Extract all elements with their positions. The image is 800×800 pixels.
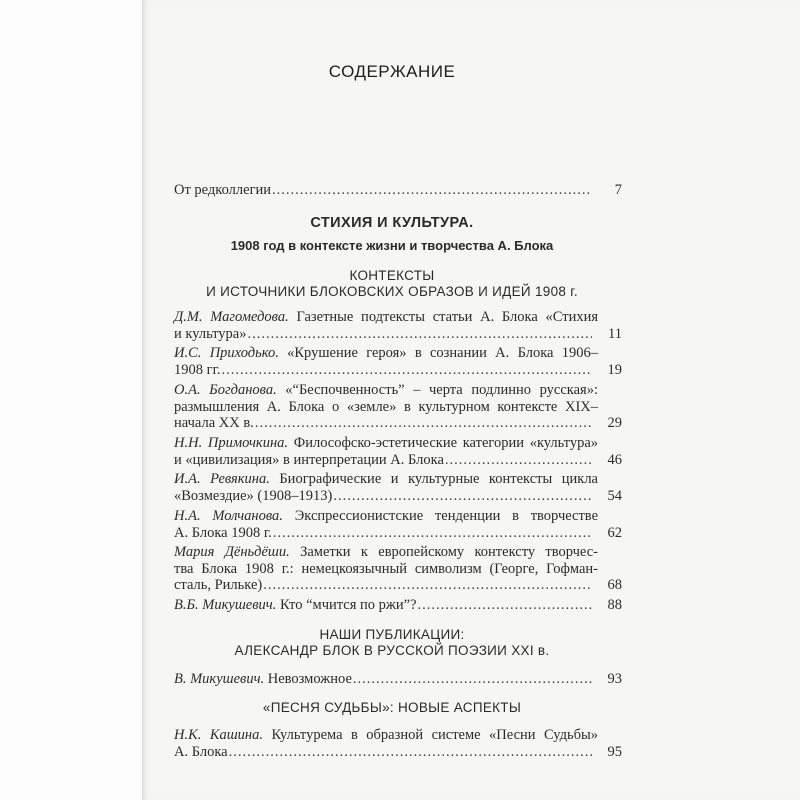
section-title: СТИХИЯ И КУЛЬТУРА. <box>310 215 474 231</box>
entry-title-line <box>174 382 598 399</box>
subsection-heading-publications-2: АЛЕКСАНДР БЛОК В РУССКОЙ ПОЭЗИИ XXI в. <box>234 643 550 658</box>
entry-title-text: Биографические и культурные контексты цикла <box>279 471 598 487</box>
entry-title-line <box>174 727 598 744</box>
entry-title-text: и культура» <box>174 325 247 342</box>
page-number: 88 <box>607 597 622 613</box>
entry-title-text: «“Беспочвенность” – черта подлинно русская»: <box>285 382 599 398</box>
entry-last-line <box>174 452 444 469</box>
toc-entry[interactable] <box>174 471 622 504</box>
entry-title-line <box>174 399 598 416</box>
entry-title-text: тва Блока 1908 г.: немецкоязычный символизм (Георге, Гофман- <box>174 560 598 577</box>
entry-title-text: А. Блока 1908 г. <box>174 524 272 541</box>
entry-last-line <box>174 362 221 379</box>
entry-title-text: и «цивилизация» в интерпретации А. Блока <box>174 451 444 468</box>
entry-last-line <box>174 525 272 542</box>
entry-title-line <box>174 345 598 362</box>
toc-entry-editorial[interactable] <box>174 182 622 199</box>
section-subtitle: 1908 год в контексте жизни и творчества А. Блока <box>230 238 554 253</box>
toc-entry[interactable] <box>174 345 622 378</box>
page-number: 29 <box>607 415 622 431</box>
dot-leader <box>229 744 592 761</box>
dot-leader <box>353 671 592 688</box>
toc-entry[interactable] <box>174 597 622 614</box>
subsection-heading-publications-1: НАШИ ПУБЛИКАЦИИ: <box>319 627 465 642</box>
toc-entry[interactable] <box>174 727 622 760</box>
entry-title-line <box>174 544 598 561</box>
entry-author: В.Б. Микушевич. <box>174 597 277 613</box>
entry-author: Н.А. Молчанова. <box>174 508 283 524</box>
entry-author: Д.М. Магомедова. <box>174 309 289 325</box>
toc-entry[interactable] <box>174 309 622 342</box>
entry-title-text: 1908 гг. <box>174 361 221 378</box>
page-number: 93 <box>607 671 622 687</box>
dot-leader <box>247 326 592 343</box>
subsection-heading-contexts-2: И ИСТОЧНИКИ БЛОКОВСКИХ ОБРАЗОВ И ИДЕЙ 1908 г. <box>206 284 578 299</box>
toc-entry[interactable] <box>174 671 622 688</box>
entry-last-line <box>174 577 262 594</box>
page-number: 95 <box>607 743 622 760</box>
entry-author: В. Микушевич. <box>174 671 265 687</box>
entry-author: И.А. Ревякина. <box>174 471 270 487</box>
page-number: 19 <box>607 361 622 378</box>
toc-entry[interactable] <box>174 382 622 432</box>
entry-last-line <box>174 488 332 505</box>
page-number: 46 <box>607 451 622 468</box>
toc-entry[interactable] <box>174 544 622 594</box>
entry-title-text: Экспрессионистские тенденции в творчестве <box>294 508 599 524</box>
entry-title-text: Заметки к европейскому контексту творчес- <box>300 544 598 560</box>
dot-leader <box>273 525 592 542</box>
page-number: 62 <box>607 524 622 541</box>
entry-title-text: Кто “мчится по ржи”? <box>279 597 417 613</box>
entry-title-line <box>174 309 598 326</box>
entry-title-text: сталь, Рильке) <box>174 577 263 593</box>
entry-title-line <box>174 561 598 578</box>
entry-last-line <box>174 671 352 688</box>
entry-title-text: Газетные подтексты статьи А. Блока «Стихия <box>296 309 599 325</box>
subsection-heading-contexts-1: КОНТЕКСТЫ <box>349 268 435 283</box>
entry-last-line <box>174 326 246 343</box>
page-number: 7 <box>614 182 622 198</box>
dot-leader <box>263 577 592 594</box>
page-number: 54 <box>607 487 622 504</box>
dot-leader <box>272 182 592 199</box>
dot-leader <box>418 597 592 614</box>
entry-title-line <box>174 435 598 452</box>
toc-entry[interactable] <box>174 508 622 541</box>
entry-last-line <box>174 744 228 761</box>
page-title: СОДЕРЖАНИЕ <box>328 62 456 81</box>
entry-author: Н.Н. Примочкина. <box>174 435 289 451</box>
entry-author: О.А. Богданова. <box>174 382 277 398</box>
subsection-heading-song: «ПЕСНЯ СУДЬБЫ»: НОВЫЕ АСПЕКТЫ <box>262 700 522 715</box>
dot-leader <box>255 415 592 432</box>
entry-last-line <box>174 415 254 432</box>
dot-leader <box>333 488 592 505</box>
entry-title-text: Культурема в образной системе «Песни Судьбы» <box>271 727 598 743</box>
entry-title-text: «Крушение героя» в сознании А. Блока 1906– <box>287 345 598 361</box>
page-number: 68 <box>607 577 622 593</box>
entry-title-text: Философско-эстетические категории «культура» <box>293 435 599 451</box>
entry-title-line <box>174 508 598 525</box>
entry-title-text: начала XX в. <box>174 415 254 431</box>
entry-title: От редколлегии <box>174 182 272 198</box>
entry-author: Н.К. Кашина. <box>174 727 263 743</box>
entry-title-line <box>174 471 598 488</box>
entry-title-text: А. Блока <box>174 743 228 760</box>
toc-entry[interactable] <box>174 435 622 468</box>
entry-author: Мария Дёньдёши. <box>174 544 290 560</box>
entry-title-text: размышления А. Блока о «земле» в культурном контексте XIX– <box>174 398 598 415</box>
entry-title-text: «Возмездие» (1908–1913) <box>174 487 333 504</box>
entry-author: И.С. Приходько. <box>174 345 279 361</box>
entry-title-text: Невозможное <box>267 671 352 687</box>
entry-last-line <box>174 597 417 614</box>
dot-leader <box>445 452 592 469</box>
page-number: 11 <box>608 325 622 342</box>
dot-leader <box>222 362 592 379</box>
